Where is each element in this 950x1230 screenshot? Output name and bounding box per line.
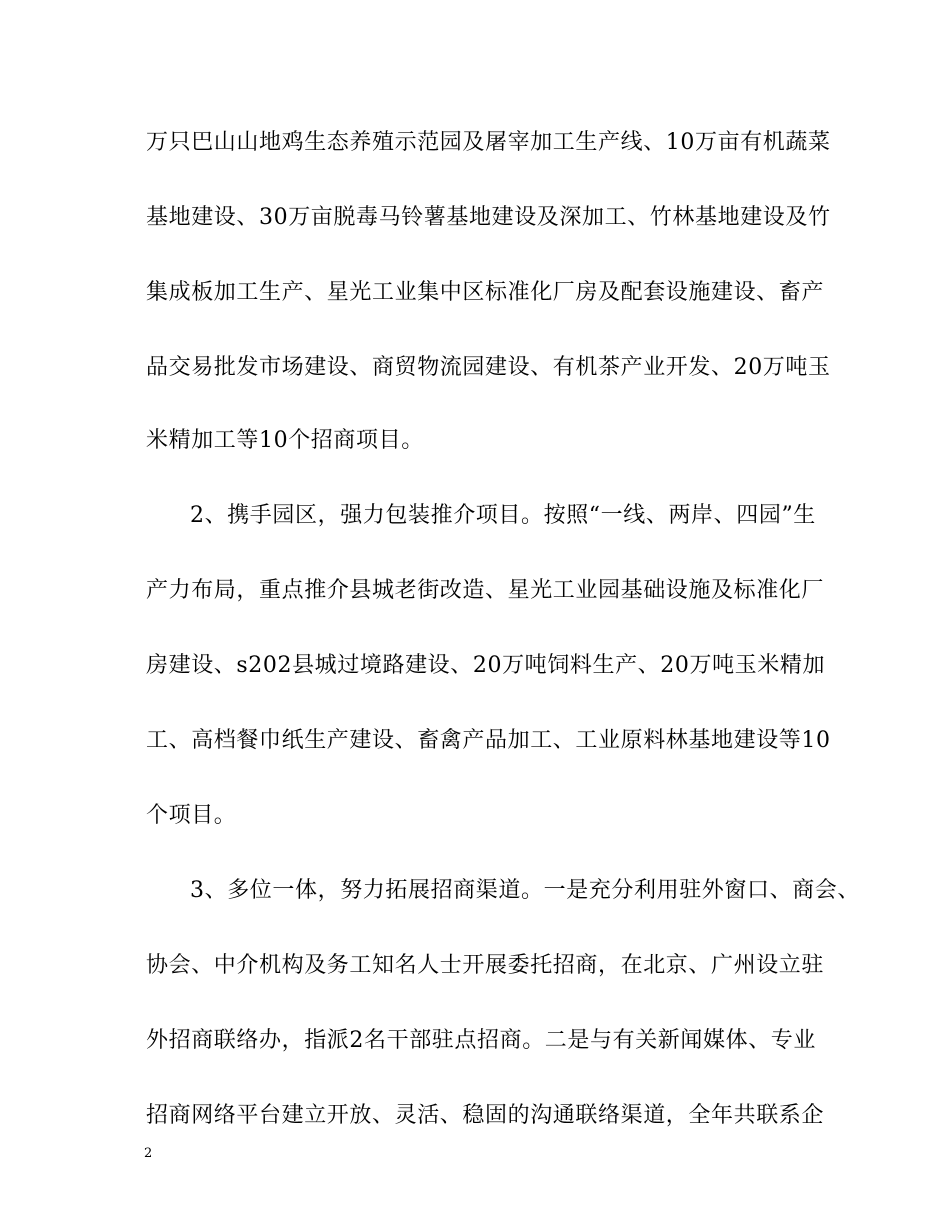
text-line-7: 产力布局，重点推介县城老街改造、星光工业园基础设施及标准化厂	[146, 578, 825, 603]
text-line-14: 招商网络平台建立开放、灵活、稳固的沟通联络渠道，全年共联系企	[146, 1103, 825, 1128]
text-line-9: 工、高档餐巾纸生产建设、畜禽产品加工、工业原料林基地建设等10	[146, 728, 831, 753]
text-line-8: 房建设、s202县城过境路建设、20万吨饲料生产、20万吨玉米精加	[146, 653, 826, 678]
text-line-12: 协会、中介机构及务工知名人士开展委托招商，在北京、广州设立驻	[146, 953, 825, 978]
text-line-2: 基地建设、30万亩脱毒马铃薯基地建设及深加工、竹林基地建设及竹	[146, 205, 831, 230]
text-line-13: 外招商联络办，指派2名干部驻点招商。二是与有关新闻媒体、专业	[146, 1028, 816, 1053]
text-line-1: 万只巴山山地鸡生态养殖示范园及屠宰加工生产线、10万亩有机蔬菜	[146, 130, 831, 155]
text-line-11: 3、多位一体，努力拓展招商渠道。一是充分利用驻外窗口、商会、	[190, 878, 860, 903]
text-line-5: 米精加工等10个招商项目。	[146, 428, 424, 453]
text-line-10: 个项目。	[146, 803, 237, 828]
text-line-6: 2、携手园区，强力包装推介项目。按照“一线、两岸、四园”生	[190, 503, 816, 528]
text-line-3: 集成板加工生产、星光工业集中区标准化厂房及配套设施建设、畜产	[146, 280, 825, 305]
page-number: 2	[144, 1146, 153, 1161]
text-line-4: 品交易批发市场建设、商贸物流园建设、有机茶产业开发、20万吨玉	[146, 355, 831, 380]
